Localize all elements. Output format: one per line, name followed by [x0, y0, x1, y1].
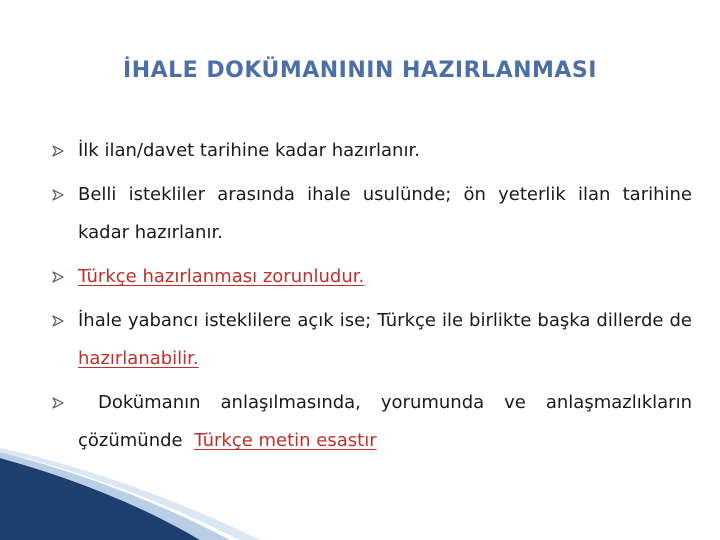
- list-item: [52, 258, 692, 296]
- bullet-list: [52, 132, 698, 466]
- highlighted-text: hazırlanabilir.: [78, 348, 199, 369]
- arrowhead-bullet-icon: [52, 258, 78, 296]
- list-item: [52, 132, 692, 170]
- slide-title: İHALE DOKÜMANININ HAZIRLANMASI: [123, 58, 597, 83]
- item-text: Belli istekliler arasında ihale usulünde; ön yeterlik ilan tarihine kadar hazırlanır.: [78, 184, 692, 243]
- list-item: [52, 302, 692, 378]
- arrowhead-bullet-icon: [52, 176, 78, 214]
- list-item-text: [78, 258, 692, 296]
- item-text: Dokümanın anlaşılmasında, yorumunda ve anlaşmazlıkların çözümünde: [78, 392, 698, 451]
- list-item-text: [78, 302, 692, 378]
- item-text: İhale yabancı isteklilere açık ise; Türkçe ile birlikte başka dillerde de: [78, 310, 692, 331]
- arrowhead-bullet-icon: [52, 132, 78, 170]
- list-item-text: [78, 132, 692, 170]
- list-item: [52, 176, 692, 252]
- highlighted-text: Türkçe metin esastır: [194, 430, 377, 451]
- arrowhead-bullet-icon: [52, 302, 78, 340]
- arrowhead-bullet-icon: [52, 384, 78, 422]
- highlighted-text: Türkçe hazırlanması zorunludur.: [78, 266, 365, 287]
- item-text: İlk ilan/davet tarihine kadar hazırlanır.: [78, 140, 420, 161]
- list-item-text: [78, 176, 692, 252]
- corner-wave-decoration: [0, 440, 720, 540]
